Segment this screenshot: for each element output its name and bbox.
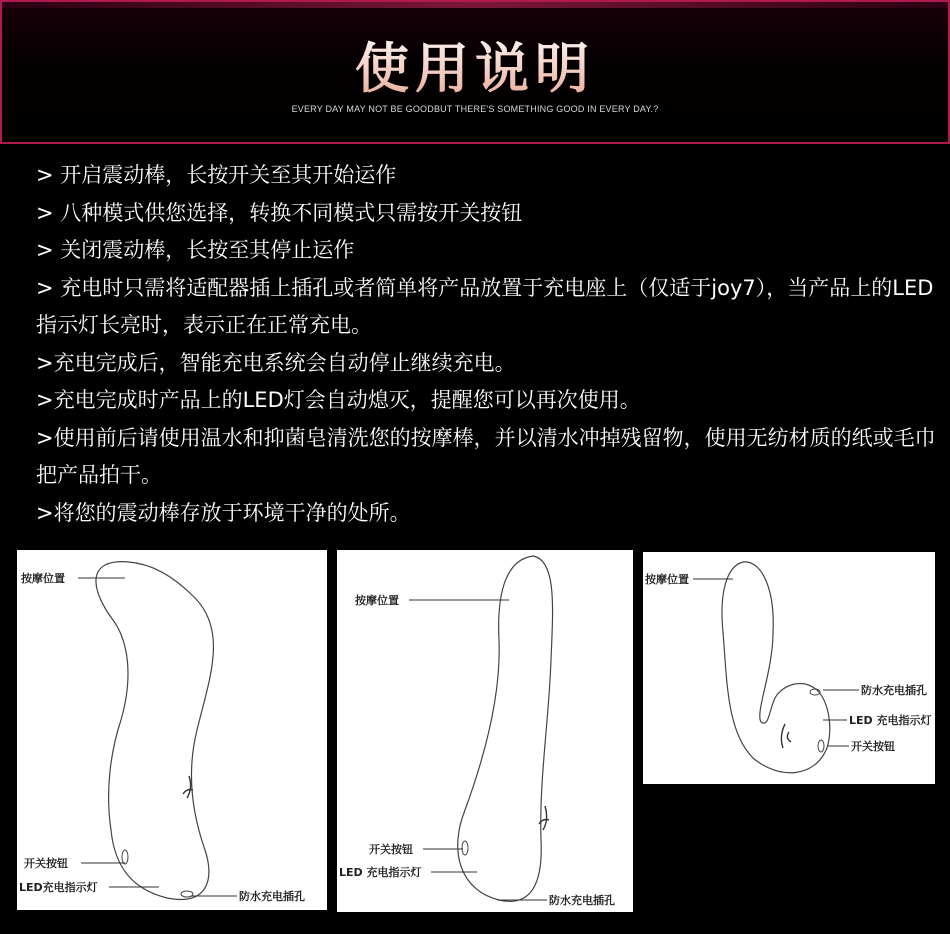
logo-mark xyxy=(781,724,791,748)
diagram-panel-3 xyxy=(643,552,935,784)
label-switch-button: 开关按钮 xyxy=(369,843,413,856)
switch-button-mark xyxy=(122,850,128,864)
diagram-panel-1 xyxy=(17,550,327,910)
label-massage-area: 按摩位置 xyxy=(355,594,399,607)
instruction-item: >充电完成后，智能充电系统会自动停止继续充电。 xyxy=(36,350,516,375)
switch-button-mark xyxy=(818,740,824,752)
label-massage-area: 按摩位置 xyxy=(645,573,689,586)
product-outline-3 xyxy=(643,552,935,784)
instruction-item: > 充电时只需将适配器插上插孔或者简单将产品放置于充电座上（仅适于joy7），当产品上的LED指示灯长亮时，表示正在正常充电。 xyxy=(36,275,934,337)
label-led-indicator: LED 充电指示灯 xyxy=(339,866,422,879)
label-waterproof-port: 防水充电插孔 xyxy=(549,894,615,907)
device-outline xyxy=(458,556,553,901)
label-led-indicator: LED充电指示灯 xyxy=(19,881,98,894)
product-outline-2 xyxy=(337,550,633,912)
instruction-item: > 开启震动棒，长按开关至其开始运作 xyxy=(36,163,397,187)
label-waterproof-port: 防水充电插孔 xyxy=(861,684,927,697)
label-waterproof-port: 防水充电插孔 xyxy=(239,890,305,903)
product-outline-1 xyxy=(17,550,327,910)
page-title: 使用说明 xyxy=(2,26,948,103)
banner-top-glow xyxy=(2,2,948,8)
instruction-item: >将您的震动棒存放于环境干净的处所。 xyxy=(36,500,411,525)
instruction-item: > 八种模式供您选择，转换不同模式只需按开关按钮 xyxy=(36,200,523,225)
switch-button-mark xyxy=(462,841,468,855)
label-led-indicator: LED 充电指示灯 xyxy=(849,714,932,727)
diagram-panel-2 xyxy=(337,550,633,912)
label-switch-button: 开关按钮 xyxy=(24,857,68,870)
instruction-item: > 关闭震动棒，长按至其停止运作 xyxy=(36,238,355,262)
device-outline xyxy=(96,562,213,900)
instruction-item: >充电完成时产品上的LED灯会自动熄灭，提醒您可以再次使用。 xyxy=(36,388,641,412)
instruction-item: >使用前后请使用温水和抑菌皂清洗您的按摩棒，并以清水冲掉残留物，使用无纺材质的纸或毛巾把产品拍干。 xyxy=(36,425,936,487)
label-massage-area: 按摩位置 xyxy=(21,572,65,585)
label-switch-button: 开关按钮 xyxy=(851,740,895,753)
header-tagline: EVERY DAY MAY NOT BE GOODBUT THERE'S SOMETHING GOOD IN EVERY DAY.? xyxy=(291,104,659,114)
device-outline xyxy=(722,562,830,773)
instructions-list xyxy=(36,157,936,532)
header-banner xyxy=(0,0,950,144)
